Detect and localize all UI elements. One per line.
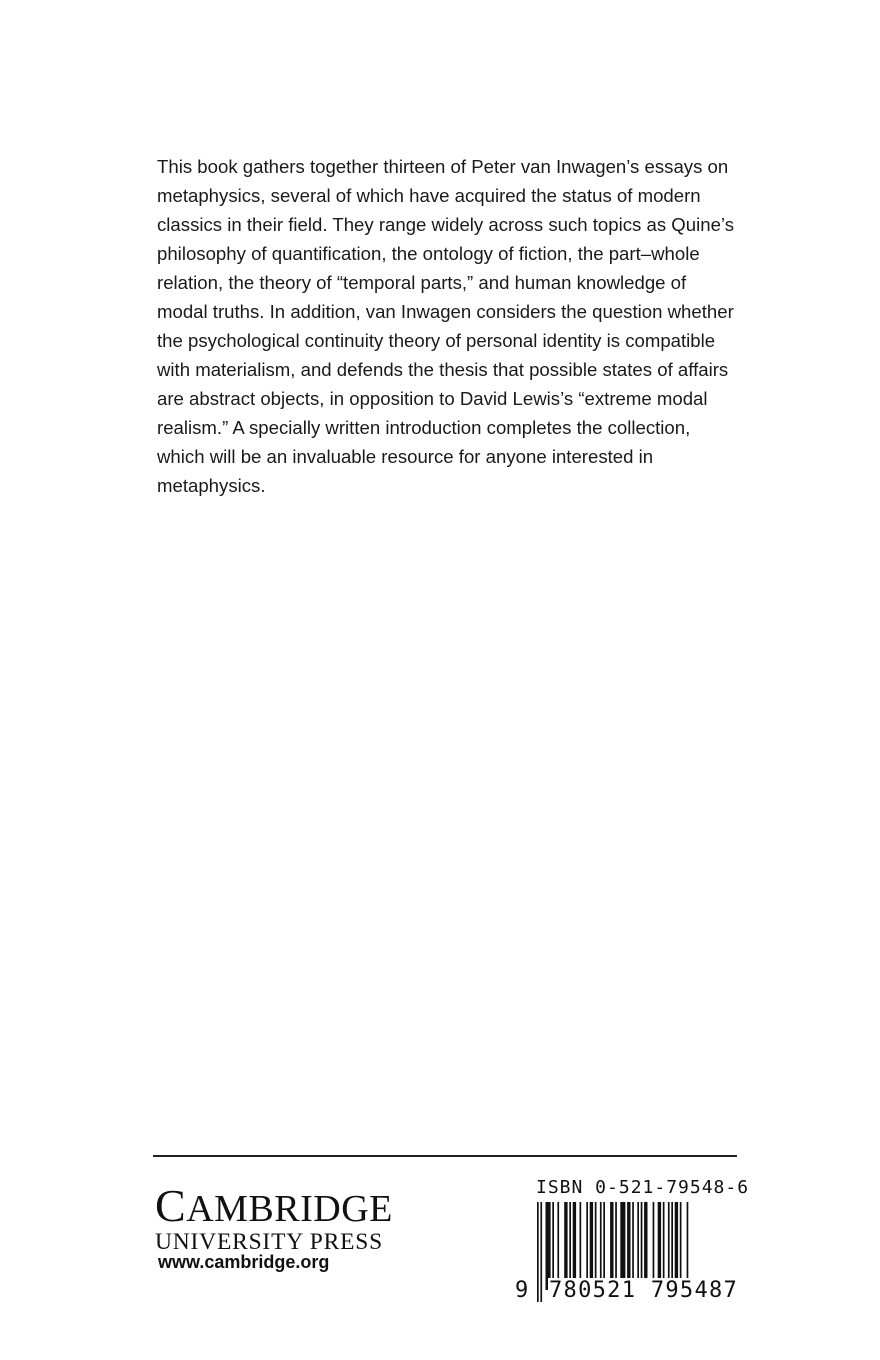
barcode-bar [600, 1202, 602, 1290]
blurb-line: relation, the theory of “temporal parts,” and human knowledge of [157, 272, 687, 293]
publisher-name: CAMBRIDGE [155, 1180, 393, 1231]
barcode-digits: 780521 795487 [549, 1278, 739, 1303]
barcode-bar [653, 1202, 655, 1290]
blurb-line: philosophy of quantification, the ontology of fiction, the part–whole [157, 243, 700, 264]
barcode-bar [540, 1202, 542, 1302]
blurb-line: metaphysics. [157, 475, 266, 496]
publisher-logo [155, 1180, 393, 1255]
blurb-line: with materialism, and defends the thesis that possible states of affairs [157, 359, 729, 380]
blurb-line: This book gathers together thirteen of Peter van Inwagen’s essays on [157, 156, 729, 177]
blurb-line: classics in their field. They range widely across such topics as Quine’s [157, 214, 735, 235]
blurb-line: the psychological continuity theory of personal identity is compatible [157, 330, 716, 351]
barcode-bar [627, 1202, 630, 1290]
blurb-line: are abstract objects, in opposition to David Lewis’s “extreme modal [157, 388, 708, 409]
blurb-line: modal truths. In addition, van Inwagen considers the question whether [157, 301, 734, 322]
barcode-bar [557, 1202, 559, 1290]
barcode-bar [658, 1202, 661, 1290]
barcode-bar [603, 1202, 605, 1290]
publisher-subtitle: UNIVERSITY PRESS [155, 1229, 384, 1255]
barcode-bar [663, 1202, 665, 1290]
barcode-bar [675, 1202, 678, 1290]
barcode-bar [564, 1202, 567, 1290]
divider-rule [153, 1155, 737, 1157]
barcode-bar [537, 1202, 539, 1302]
blurb-line: realism.” A specially written introduction completes the collection, [157, 417, 691, 438]
barcode-bar [641, 1202, 643, 1290]
barcode-bar [569, 1202, 571, 1290]
barcode-first-digit: 9 [515, 1278, 529, 1303]
barcode-bar [671, 1202, 673, 1290]
blurb-line: which will be an invaluable resource for anyone interested in [157, 446, 654, 467]
barcode-bar [546, 1202, 551, 1290]
barcode-bar [590, 1202, 593, 1290]
blurb-text [157, 152, 737, 500]
barcode-bar [680, 1202, 682, 1290]
barcode-bar [573, 1202, 576, 1290]
barcode-bar [668, 1202, 670, 1290]
barcode-bar [644, 1202, 647, 1290]
publisher-url: www.cambridge.org [158, 1252, 330, 1272]
barcode-bar [632, 1202, 634, 1290]
barcode-bar [595, 1202, 597, 1290]
blurb-line: metaphysics, several of which have acquired the status of modern [157, 185, 701, 206]
barcode-bar [586, 1202, 588, 1290]
barcode-bar [580, 1202, 582, 1290]
isbn-label: ISBN 0-521-79548-6 [536, 1177, 750, 1198]
barcode-bar [552, 1202, 554, 1290]
barcode-bar [637, 1202, 639, 1290]
